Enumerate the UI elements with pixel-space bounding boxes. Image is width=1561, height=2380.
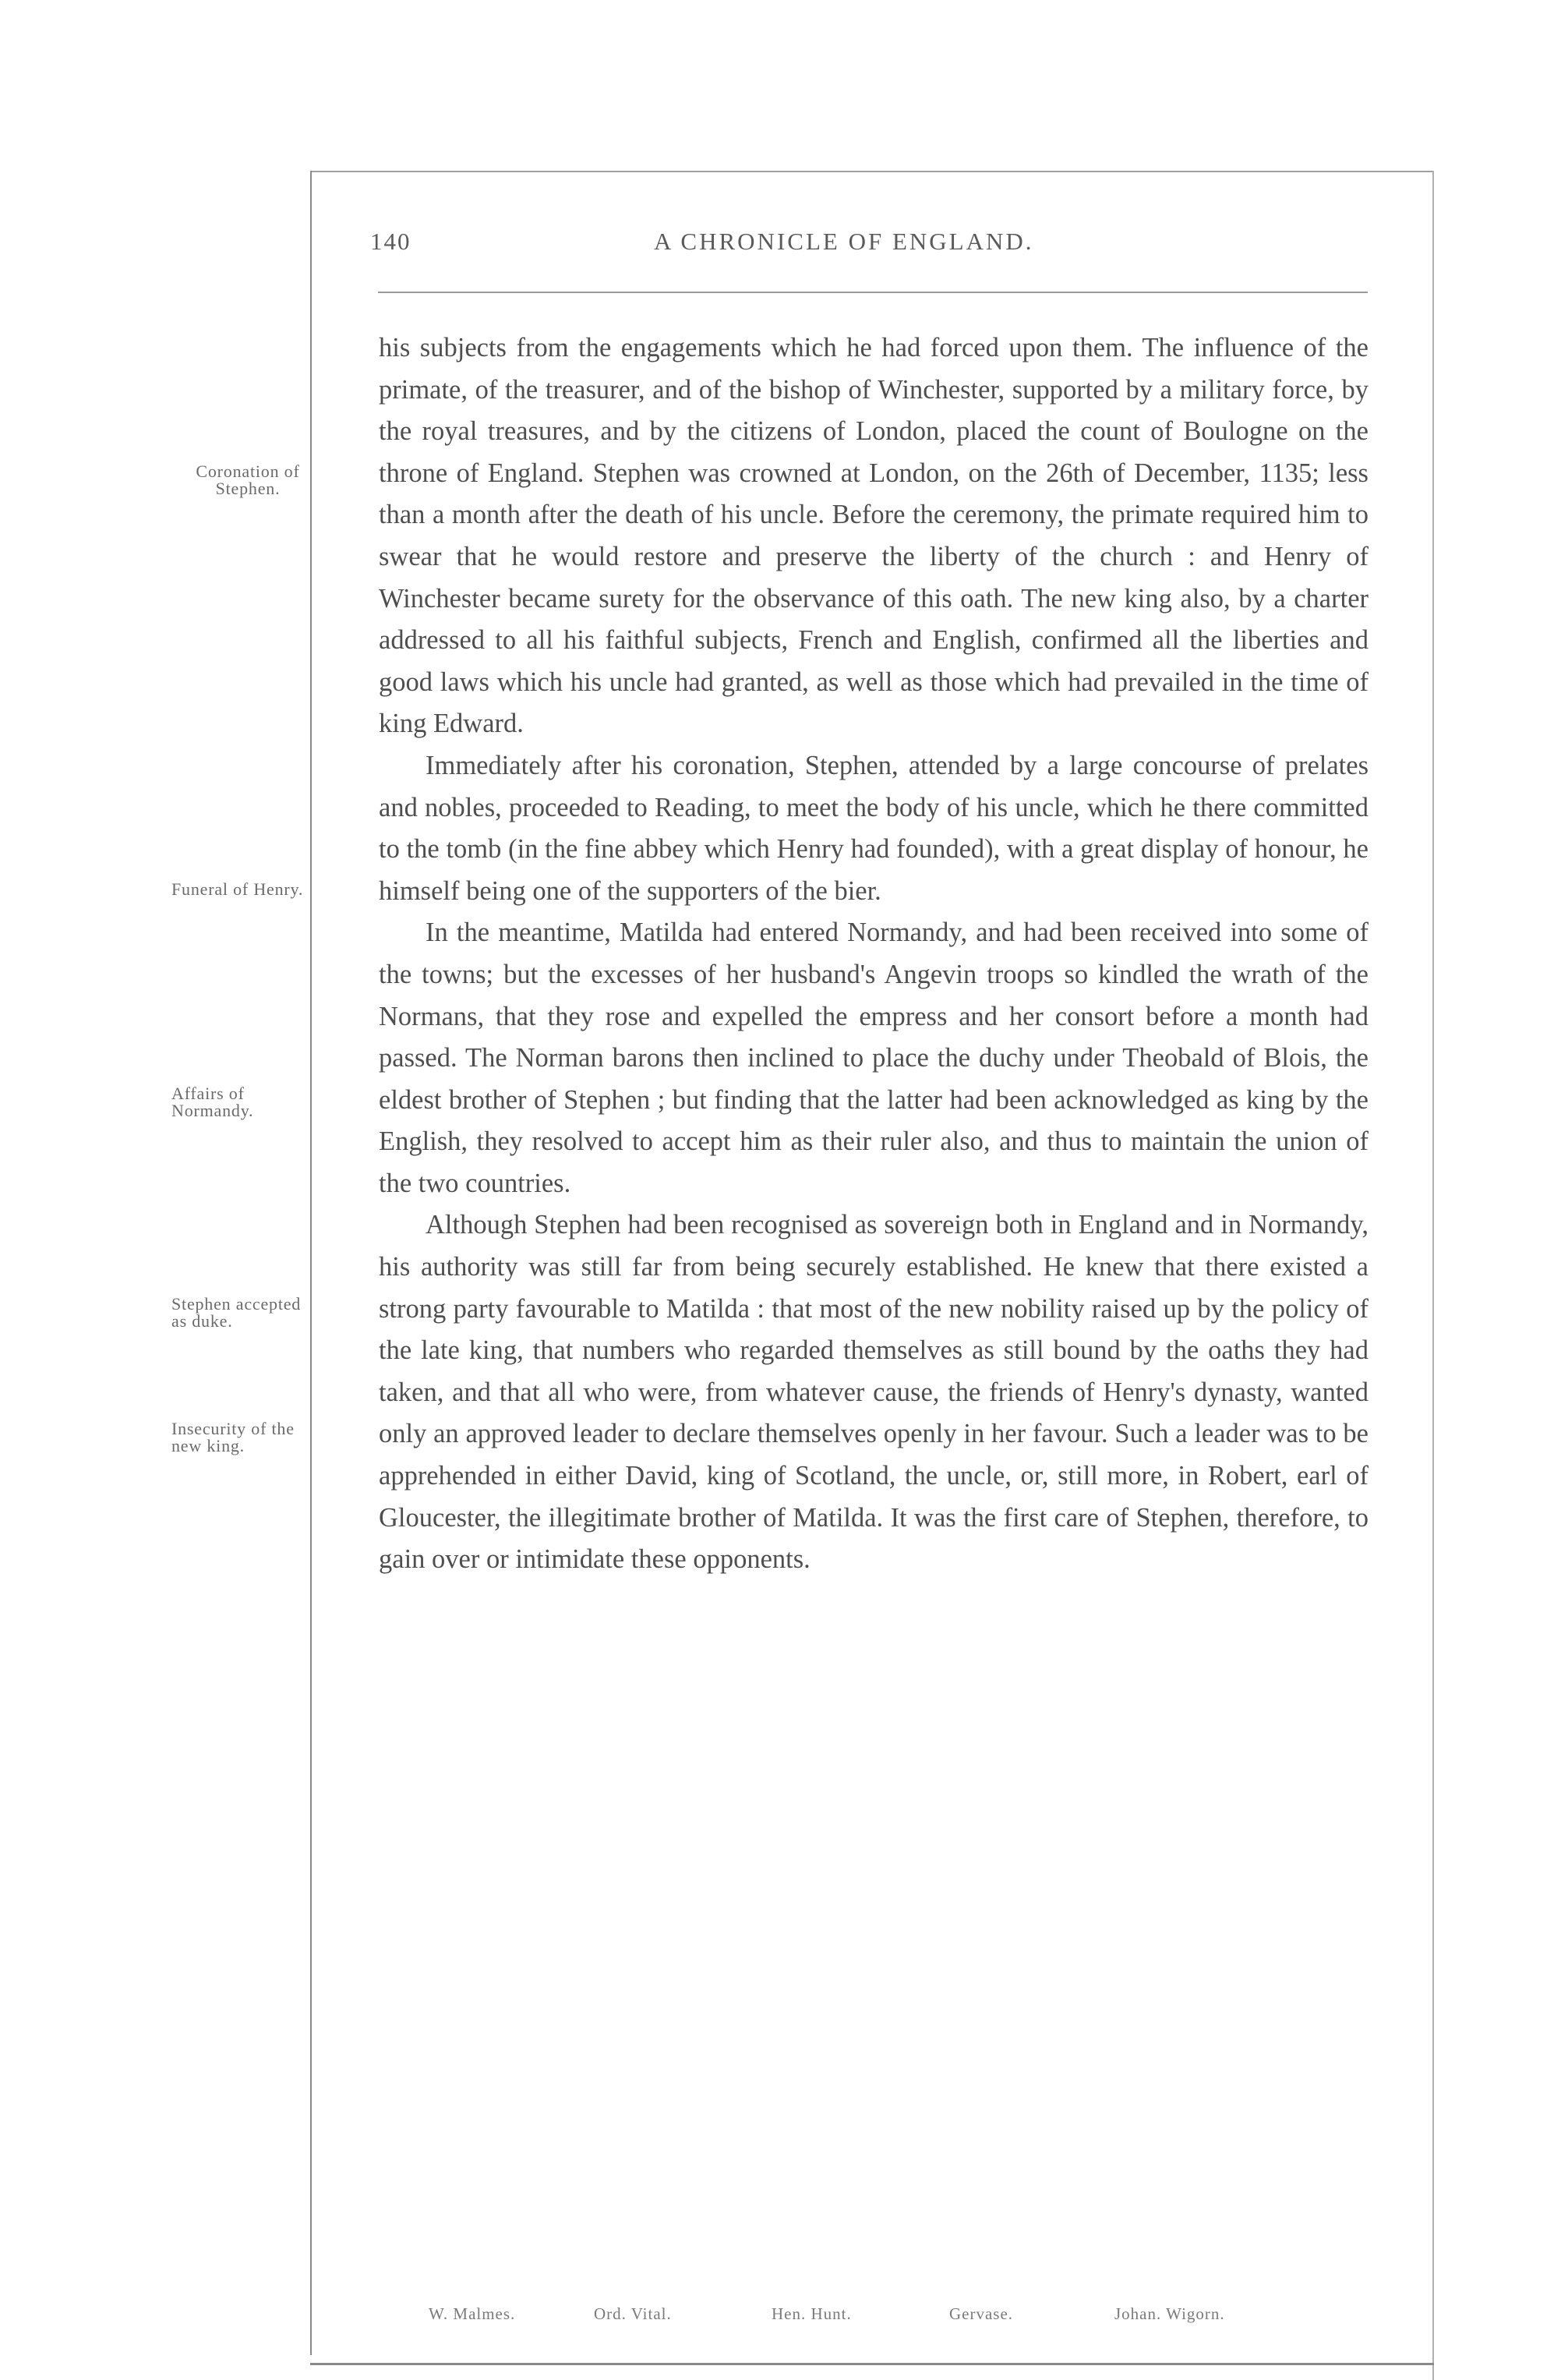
- page-frame-top: [310, 171, 1434, 172]
- source-citation: W. Malmes.: [429, 2304, 516, 2323]
- side-note-duke: Stephen accepted as duke.: [171, 1294, 302, 1331]
- page-frame-right: [1432, 171, 1434, 2380]
- paragraph: Although Stephen had been recognised as sovereign both in England and in Normandy, his authority was still far from being securely established. He knew that there existed a strong party favourable to Matilda : that most of the new nobility raised up by the policy of the late king, that numbers who regarded themselves as still bound by the oaths they had taken, and that all who were, from whatever cause, the friends of Henry's dynasty, wanted only an approved leader to declare themselves openly in her favour. Such a leader was to be apprehended in either David, king of Scotland, the uncle, or, still more, in Robert, earl of Gloucester, the illegitimate brother of Matilda. It was the first care of Stephen, therefore, to gain over or intimidate these opponents.: [379, 1210, 1369, 1575]
- side-note-coronation: Coronation of Stephen.: [196, 462, 300, 498]
- running-head: [370, 228, 1372, 265]
- source-citation: Johan. Wigorn.: [1114, 2304, 1225, 2323]
- page-frame-bottom: [310, 2363, 1434, 2365]
- side-note-normandy: Affairs of Normandy.: [171, 1084, 254, 1120]
- side-note-insecurity: Insecurity of the new king.: [171, 1419, 295, 1455]
- source-citation: Gervase.: [949, 2304, 1014, 2323]
- paragraph: his subjects from the engagements which he had forced upon them. The influence of the primate, of the treasurer, and of the bishop of Winchester, supported by a military force, by the royal treasures, and by the citizens of London, placed the count of Boulogne on the throne of England. Stephen was crowned at London, on the 26th of December, 1135; less than a month after the death of his uncle. Before the ceremony, the primate required him to swear that he would restore and preserve the liberty of the church : and Henry of Winchester became surety for the observance of this oath. The new king also, by a charter addressed to all his faithful subjects, French and English, confirmed all the liberties and good laws which his uncle had granted, as well as those which had prevailed in the time of king Edward.: [379, 333, 1369, 739]
- source-citation: Hen. Hunt.: [772, 2304, 852, 2323]
- side-note-funeral: Funeral of Henry.: [171, 879, 304, 899]
- header-rule: [378, 292, 1368, 293]
- paragraph: In the meantime, Matilda had entered Normandy, and had been received into some of the towns; but the excesses of her husband's Angevin troops so kindled the wrath of the Normans, that they rose and expelled the empress and her consort before a month had passed. The Norman barons then inclined to place the duchy under Theobald of Blois, the eldest brother of Stephen ; but finding that the latter had been acknowledged as king by the English, they resolved to accept him as their ruler also, and thus to maintain the union of the two countries.: [379, 918, 1369, 1198]
- page-number: 140: [370, 228, 411, 255]
- source-citation: Ord. Vital.: [594, 2304, 672, 2323]
- paragraph: Immediately after his coronation, Stephen, attended by a large concourse of prelates and nobles, proceeded to Reading, to meet the body of his uncle, which he there committed to the tomb (in the fine abbey which Henry had founded), with a great display of honour, he himself being one of the supporters of the bier.: [379, 750, 1369, 906]
- sources-line: [429, 2304, 1348, 2328]
- body-text: [379, 327, 1369, 1581]
- book-title: A CHRONICLE OF ENGLAND.: [654, 228, 1034, 255]
- page-frame-left: [310, 171, 312, 2355]
